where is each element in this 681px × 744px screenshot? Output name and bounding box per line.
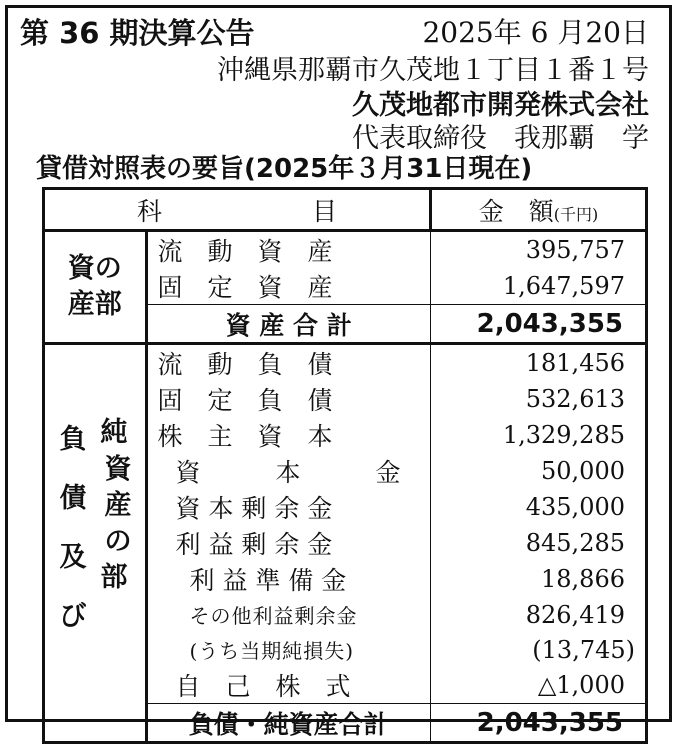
- header-amount: [430, 189, 646, 231]
- row-value: 826,419: [525, 600, 625, 629]
- notice-title: 第 36 期決算公告: [20, 16, 255, 50]
- row-value: 50,000: [541, 457, 625, 485]
- label-char: 債: [59, 483, 87, 514]
- statement-subtitle: 貸借対照表の要旨(2025年３月31日現在): [36, 154, 533, 184]
- assets-label-line1: 資の: [67, 253, 122, 284]
- label-char: の: [104, 526, 132, 557]
- header-amount-label: 金 額: [478, 196, 554, 226]
- header-item: 科 目: [44, 189, 431, 231]
- table-row: [44, 344, 647, 382]
- row-value: 18,866: [541, 565, 625, 593]
- label-char: 資: [104, 454, 132, 485]
- assets-label-line2: 産部: [67, 289, 122, 320]
- row-value: 395,757: [525, 236, 625, 264]
- row-label: その他利益剰余金: [146, 597, 430, 632]
- liabilities-right-label: [94, 415, 134, 596]
- label-char: 負: [59, 424, 87, 455]
- label-char: 部: [100, 562, 128, 593]
- label-char: 純: [100, 417, 128, 448]
- table-row: [44, 231, 647, 269]
- row-value: △1,000: [537, 671, 625, 699]
- row-value: (13,745): [532, 635, 635, 664]
- notice-date: 2025年 6 月20日: [422, 16, 649, 49]
- liabilities-total-label: 負債・純資産合計: [146, 704, 430, 743]
- row-label: 資 本 金: [146, 453, 430, 489]
- company-name: 久茂地都市開発株式会社: [352, 90, 649, 121]
- row-label: (うち当期純損失): [146, 632, 430, 667]
- table-header: [44, 189, 647, 231]
- row-label: 資 本 剰 余 金: [146, 489, 430, 525]
- label-char: び: [59, 601, 87, 632]
- row-label: 固 定 資 産: [146, 268, 430, 305]
- company-address: 沖縄県那覇市久茂地１丁目１番１号: [217, 55, 649, 86]
- row-value: 1,647,597: [502, 272, 625, 300]
- assets-section-label: [44, 231, 147, 344]
- row-value: 181,456: [525, 349, 625, 377]
- liabilities-left-label: [57, 410, 89, 646]
- row-label: 自 己 株 式: [146, 667, 430, 704]
- assets-total-label: 資 産 合 計: [146, 305, 430, 344]
- company-representative: 代表取締役 我那覇 学: [352, 123, 649, 154]
- row-label: 流 動 負 債: [146, 344, 430, 382]
- assets-total-value: 2,043,355: [430, 305, 646, 344]
- row-label: 利 益 準 備 金: [146, 561, 430, 597]
- header-unit: (千円): [553, 204, 599, 224]
- row-value: 845,285: [525, 529, 625, 557]
- label-char: 産: [104, 490, 132, 521]
- liabilities-section-label: [44, 344, 147, 743]
- row-label: 流 動 資 産: [146, 231, 430, 269]
- row-value: 1,329,285: [502, 421, 625, 449]
- row-label: 固 定 負 債: [146, 381, 430, 417]
- row-value: 435,000: [525, 493, 625, 521]
- label-char: 及: [59, 542, 87, 573]
- row-value: 532,613: [525, 385, 625, 413]
- row-label: 利 益 剰 余 金: [146, 525, 430, 561]
- balance-sheet-table: [42, 187, 648, 744]
- row-label: 株 主 資 本: [146, 417, 430, 453]
- liabilities-total-value: 2,043,355: [430, 704, 646, 743]
